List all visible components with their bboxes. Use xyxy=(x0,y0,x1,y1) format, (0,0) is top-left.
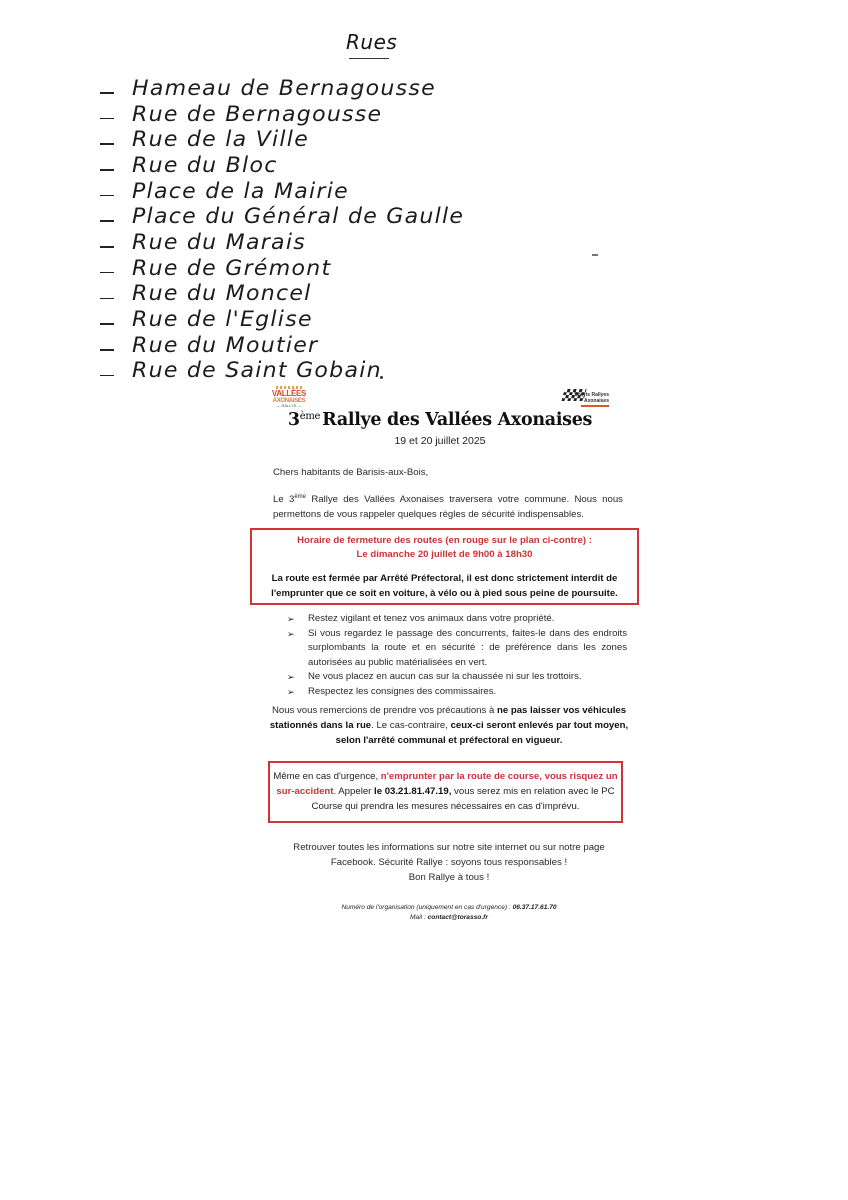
organizer-contact: Numéro de l'organisation (uniquement en cas d'urgence) : 06.37.17.61.70 Mail : contact@torasso.fr xyxy=(341,904,557,921)
street-list xyxy=(100,75,465,383)
dash-bullet xyxy=(100,323,114,325)
arrow-bullet-icon: ➢ xyxy=(287,614,295,624)
street-item: Place de la Mairie xyxy=(100,178,448,204)
dash-bullet xyxy=(100,220,114,222)
dash-bullet xyxy=(100,272,114,274)
dash-bullet xyxy=(100,92,114,94)
sports-rallyes-axonaises-logo: Sports Rallyes Axonaises xyxy=(563,389,609,409)
street-item: Hameau de Bernagousse xyxy=(100,75,448,101)
street-item: Rue de l'Eglise xyxy=(100,306,448,332)
logo-underline xyxy=(581,405,609,407)
flyer-title: 3ème Rallye des Vallées Axonaises xyxy=(287,410,593,430)
street-item: Rue du Bloc xyxy=(100,152,448,178)
arrow-bullet-icon: ➢ xyxy=(287,628,295,639)
street-item: Rue de Saint Gobain xyxy=(100,358,448,384)
greeting: Chers habitants de Barisis-aux-Bois, xyxy=(273,467,429,478)
rule-item: ➢ Restez vigilant et tenez vos animaux dans votre propriété. xyxy=(287,612,627,627)
dash-bullet xyxy=(100,298,114,300)
arrow-bullet-icon: ➢ xyxy=(287,686,295,697)
event-dates: 19 et 20 juillet 2025 xyxy=(394,435,486,447)
safety-rules-list xyxy=(287,612,627,699)
street-item: Rue de Grémont xyxy=(100,255,448,281)
rule-item: ➢ Respectez les consignes des commissaires. xyxy=(287,685,627,700)
street-item: Rue de Bernagousse xyxy=(100,101,448,127)
emergency-box: Même en cas d'urgence, n'emprunter par la route de course, vous risquez un sur-accident. Appeler le 03.21.81.47.19, vous serez mis en relation avec le PC Course qui prendra les mesures nécessaires en cas d'imprévu. xyxy=(268,761,623,823)
organizer-email: contact@torasso.fr xyxy=(427,914,488,921)
rule-item: ➢ Ne vous placez en aucun cas sur la chaussée ni sur les trottoirs. xyxy=(287,670,627,685)
dash-bullet xyxy=(100,246,114,248)
street-item: Rue du Moncel xyxy=(100,281,448,307)
rule-item: ➢ Si vous regardez le passage des concurrents, faites-le dans des endroits surplombants la route et en sécurité : de préférence dans les zones autorisées au public matérialisées en vert. xyxy=(287,627,627,668)
closure-schedule: Le dimanche 20 juillet de 9h00 à 18h30 xyxy=(356,549,533,560)
street-item: Place du Général de Gaulle xyxy=(100,203,448,229)
dash-bullet xyxy=(100,195,114,197)
intro-paragraph: Le 3ème Rallye des Vallées Axonaises traversera votre commune. Nous nous permettons de vous rappeler quelques règles de sécurité indispensables. xyxy=(273,494,623,520)
arrow-bullet-icon: ➢ xyxy=(287,672,295,682)
title-underline xyxy=(349,58,389,59)
dash-bullet xyxy=(100,349,114,351)
vallees-axonaises-logo: VALLÉES AXONAISES — RALLYE — xyxy=(271,386,307,408)
parking-notice: Nous vous remercions de prendre vos précautions à ne pas laisser vos véhicules stationnés dans la rue. Le cas-contraire, ceux-ci seront enlevés par tout moyen, selon l'arrêté communal et préfectoral en vigueur. xyxy=(269,705,629,746)
closure-warning: La route est fermée par Arrêté Préfectoral, il est donc strictement interdit de l'emprunter que ce soit en voiture, à vélo ou à pied sous peine de poursuite. xyxy=(271,573,618,599)
stray-pen-mark xyxy=(592,254,598,256)
street-item: Rue du Moutier xyxy=(100,332,448,358)
closing-message: Retrouver toutes les informations sur notre site internet ou sur notre page Facebook. Sécurité Rallye : soyons tous responsables ! Bon Rallye à tous ! xyxy=(293,842,605,883)
dash-bullet xyxy=(100,375,114,377)
dash-bullet xyxy=(100,169,114,171)
organizer-phone: 06.37.17.61.70 xyxy=(512,904,557,911)
street-item: Rue de la Ville xyxy=(100,126,448,152)
street-list-title: Rues xyxy=(346,30,398,54)
pc-course-phone: le 03.21.81.47.19, xyxy=(374,786,452,797)
dash-bullet xyxy=(100,143,114,145)
dash-bullet xyxy=(100,118,114,120)
street-item: Rue du Marais xyxy=(100,229,448,255)
road-closure-box xyxy=(250,528,639,605)
closure-heading: Horaire de fermeture des routes (en rouge sur le plan ci-contre) : xyxy=(297,535,592,546)
